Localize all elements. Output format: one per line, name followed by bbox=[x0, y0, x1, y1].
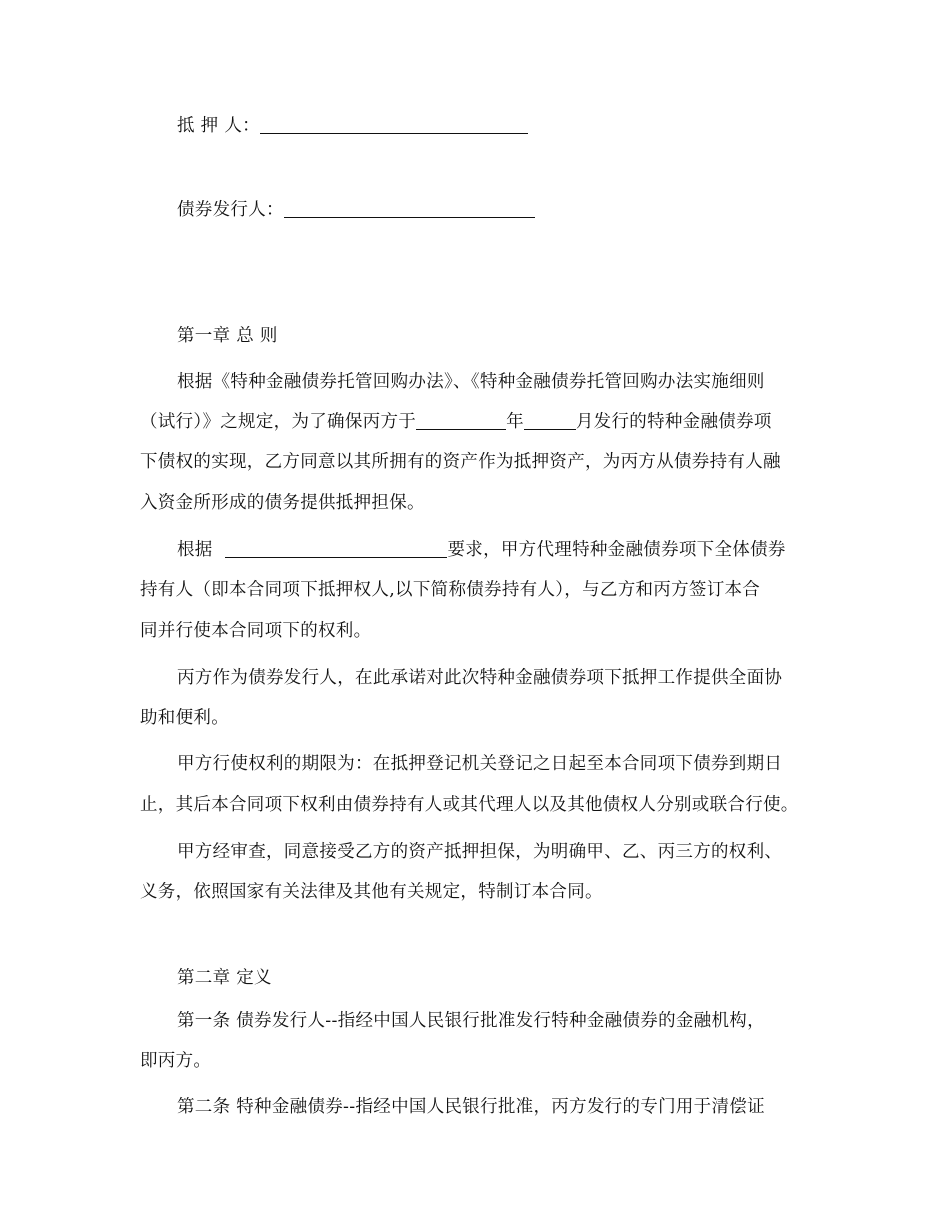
chapter1-p2-line3: 同并行使本合同项下的权利。 bbox=[140, 621, 372, 641]
chapter1-p2-line1a: 根据 bbox=[177, 540, 219, 560]
month-blank[interactable] bbox=[524, 411, 576, 430]
chapter1-p3-line1: 丙方作为债券发行人，在此承诺对此次特种金融债券项下抵押工作提供全面协 bbox=[177, 668, 783, 688]
chapter1-p3-line2: 助和便利。 bbox=[140, 708, 229, 728]
chapter1-p1-line4: 入资金所形成的债务提供抵押担保。 bbox=[140, 493, 425, 513]
chapter1-p4-line2: 止，其后本合同项下权利由债券持有人或其代理人以及其他债权人分别或联合行使。 bbox=[140, 795, 799, 815]
chapter2-art1-line1: 第一条 债券发行人--指经中国人民银行批准发行特种金融债券的金融机构， bbox=[177, 1011, 765, 1031]
chapter1-p2-line2: 持有人（即本合同项下抵押权人,以下简称债券持有人），与乙方和丙方签订本合 bbox=[140, 580, 761, 600]
chapter1-p1-line2 bbox=[140, 409, 772, 435]
mortgagor-blank[interactable] bbox=[260, 115, 528, 134]
year-blank[interactable] bbox=[416, 411, 506, 430]
chapter1-p1-line2c: 月发行的特种金融债券项 bbox=[575, 412, 772, 432]
chapter1-p2-line1 bbox=[177, 537, 786, 563]
chapter1-p1-line1: 根据《特种金融债券托管回购办法》、《特种金融债券托管回购办法实施细则 bbox=[177, 372, 765, 392]
chapter1-p1-line2a: （试行）》之规定，为了确保丙方于 bbox=[140, 412, 417, 432]
issuer-label: 债券发行人： bbox=[177, 200, 284, 220]
mortgagor-line bbox=[177, 113, 528, 139]
issuer-blank[interactable] bbox=[284, 199, 535, 218]
chapter1-p1-line3: 下债权的实现，乙方同意以其所拥有的资产作为抵押资产，为丙方从债券持有人融 bbox=[140, 452, 781, 472]
chapter2-title: 第二章 定义 bbox=[177, 968, 272, 988]
chapter1-title: 第一章 总 则 bbox=[177, 326, 278, 346]
chapter1-p4-line1: 甲方行使权利的期限为：在抵押登记机关登记之日起至本合同项下债券到期日 bbox=[177, 754, 783, 774]
chapter1-p5-line2: 义务，依照国家有关法律及其他有关规定，特制订本合同。 bbox=[140, 882, 603, 902]
issuer-line bbox=[177, 197, 535, 223]
chapter1-p2-line1b: 要求，甲方代理特种金融债券项下全体债券 bbox=[447, 540, 786, 560]
basis-blank[interactable] bbox=[225, 539, 447, 558]
chapter1-p5-line1: 甲方经审查，同意接受乙方的资产抵押担保，为明确甲、乙、丙三方的权利、 bbox=[177, 842, 783, 862]
chapter2-art2-line1: 第二条 特种金融债券--指经中国人民银行批准，丙方发行的专门用于清偿证 bbox=[177, 1097, 765, 1117]
chapter1-p1-line2b: 年 bbox=[506, 412, 524, 432]
chapter2-art1-line2: 即丙方。 bbox=[140, 1051, 212, 1071]
mortgagor-label: 抵 押 人： bbox=[177, 116, 260, 136]
